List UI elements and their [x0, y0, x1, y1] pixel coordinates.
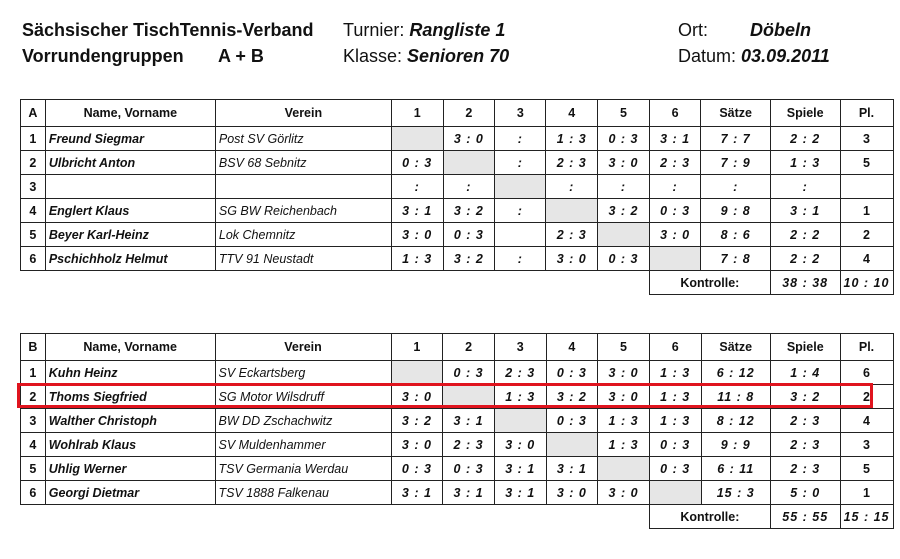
match-score: 2 : 3 [443, 433, 495, 457]
group-b-column-header: Spiele [770, 334, 840, 361]
placement: 2 [840, 223, 893, 247]
group-b-column-header: 4 [546, 334, 598, 361]
group-b-column-header: 6 [649, 334, 701, 361]
games-total: 1 : 4 [770, 361, 840, 385]
control-games: 15 : 15 [840, 505, 893, 529]
group-b-player-row [21, 361, 900, 385]
group-a-column-header: 1 [391, 100, 443, 127]
spacer [21, 505, 650, 529]
match-score: 3 : 2 [443, 199, 495, 223]
match-score [443, 151, 495, 175]
placement: 2 [840, 385, 893, 409]
player-number: 2 [21, 385, 46, 409]
games-total: 1 : 3 [770, 151, 840, 175]
match-score: 2 : 3 [546, 151, 598, 175]
player-name: Pschichholz Helmut [45, 247, 215, 271]
match-score: 1 : 3 [598, 433, 650, 457]
match-score: : [443, 175, 495, 199]
match-score: : [649, 175, 701, 199]
player-club: SG Motor Wilsdruff [215, 385, 391, 409]
player-name: Kuhn Heinz [45, 361, 215, 385]
match-score: 3 : 1 [443, 481, 495, 505]
match-score: : [495, 127, 546, 151]
match-score: 0 : 3 [649, 199, 701, 223]
group-b-column-header: Sätze [701, 334, 770, 361]
match-score: 1 : 3 [598, 409, 650, 433]
match-score: 3 : 2 [391, 409, 443, 433]
match-score: 3 : 1 [546, 457, 598, 481]
match-score: 0 : 3 [649, 433, 701, 457]
match-score: : [495, 151, 546, 175]
group-b-column-header: Name, Vorname [45, 334, 215, 361]
group-b-player-row [21, 385, 900, 409]
player-name: Englert Klaus [45, 199, 215, 223]
sets-total: 11 : 8 [701, 385, 770, 409]
match-score [443, 385, 495, 409]
games-total: 2 : 3 [770, 409, 840, 433]
group-a-player-row [21, 127, 900, 151]
games-total: 2 : 3 [770, 457, 840, 481]
match-score: 3 : 0 [391, 433, 443, 457]
date-line: Datum: 03.09.2011 [678, 46, 830, 66]
group-b-player-row [21, 457, 900, 481]
match-score: 2 : 3 [649, 151, 701, 175]
placement [840, 175, 893, 199]
match-score: 0 : 3 [598, 247, 650, 271]
match-score [495, 175, 546, 199]
sets-total: 15 : 3 [701, 481, 770, 505]
group-a-column-header: 4 [546, 100, 598, 127]
spacer [893, 505, 900, 529]
match-score [391, 127, 443, 151]
group-a-header-row [21, 100, 900, 127]
group-a-player-row [21, 199, 900, 223]
match-score: 0 : 3 [649, 457, 701, 481]
match-score: 0 : 3 [598, 127, 650, 151]
sets-total: 6 : 11 [701, 457, 770, 481]
sets-total: 7 : 8 [701, 247, 770, 271]
match-score: : [495, 247, 546, 271]
control-sets: 38 : 38 [770, 271, 840, 295]
match-score: 3 : 1 [443, 409, 495, 433]
match-score: 3 : 2 [443, 247, 495, 271]
match-score: 1 : 3 [649, 409, 701, 433]
group-b-player-row [21, 409, 900, 433]
player-club: SV Eckartsberg [215, 361, 391, 385]
player-number: 6 [21, 481, 46, 505]
group-b-column-header: Verein [215, 334, 391, 361]
placement: 5 [840, 457, 893, 481]
match-score: 3 : 1 [494, 481, 546, 505]
match-score: 3 : 1 [649, 127, 701, 151]
group-a-column-header: 5 [598, 100, 650, 127]
match-score [598, 457, 650, 481]
match-score: 3 : 1 [391, 199, 443, 223]
group-a-player-row [21, 151, 900, 175]
sets-total: 9 : 8 [701, 199, 770, 223]
games-total: 3 : 1 [770, 199, 840, 223]
match-score [546, 433, 598, 457]
match-score: 1 : 3 [649, 385, 701, 409]
match-score: : [495, 199, 546, 223]
player-club: SG BW Reichenbach [215, 199, 391, 223]
player-name: Beyer Karl-Heinz [45, 223, 215, 247]
player-name: Wohlrab Klaus [45, 433, 215, 457]
games-total: 2 : 2 [770, 247, 840, 271]
player-number: 1 [21, 127, 46, 151]
match-score: 3 : 0 [598, 385, 650, 409]
match-score: 0 : 3 [391, 151, 443, 175]
control-label: Kontrolle: [649, 271, 770, 295]
placement: 4 [840, 409, 893, 433]
group-b-player-row [21, 433, 900, 457]
group-a-table [20, 99, 900, 295]
player-name: Thoms Siegfried [45, 385, 215, 409]
group-a-column-header: 6 [649, 100, 701, 127]
org-title: Sächsischer TischTennis-Verband [22, 20, 314, 40]
player-number: 1 [21, 361, 46, 385]
match-score: 3 : 1 [391, 481, 443, 505]
spacer [21, 271, 650, 295]
control-games: 10 : 10 [840, 271, 893, 295]
sets-total: 8 : 12 [701, 409, 770, 433]
placement: 3 [840, 127, 893, 151]
player-club: Post SV Görlitz [215, 127, 391, 151]
player-name: Freund Siegmar [45, 127, 215, 151]
control-sets: 55 : 55 [770, 505, 840, 529]
control-label: Kontrolle: [649, 505, 770, 529]
group-a-column-header: Sätze [701, 100, 770, 127]
games-total: 2 : 3 [770, 433, 840, 457]
match-score: 1 : 3 [494, 385, 546, 409]
group-a-column-header: Verein [215, 100, 391, 127]
match-score: 3 : 2 [546, 385, 598, 409]
games-total: : [770, 175, 840, 199]
player-name: Georgi Dietmar [45, 481, 215, 505]
subtitle: Vorrundengruppen [22, 46, 184, 66]
games-total: 5 : 0 [770, 481, 840, 505]
match-score: 3 : 0 [598, 361, 650, 385]
sets-total: 9 : 9 [701, 433, 770, 457]
placement: 3 [840, 433, 893, 457]
place-label: Ort: [678, 20, 708, 40]
player-club: TTV 91 Neustadt [215, 247, 391, 271]
player-club: SV Muldenhammer [215, 433, 391, 457]
class-line: Klasse: Senioren 70 [343, 46, 510, 66]
groups-label: A + B [218, 46, 264, 66]
player-club: TSV 1888 Falkenau [215, 481, 391, 505]
match-score: 1 : 3 [391, 247, 443, 271]
match-score [649, 247, 701, 271]
group-b-column-header: Pl. [840, 334, 893, 361]
player-number: 5 [21, 457, 46, 481]
group-b-control-row [21, 505, 900, 529]
group-b-column-header: 1 [391, 334, 443, 361]
player-club [215, 175, 391, 199]
place-value: Döbeln [750, 20, 811, 40]
group-b-group-letter: B [21, 334, 46, 361]
player-club: BW DD Zschachwitz [215, 409, 391, 433]
match-score: 1 : 3 [649, 361, 701, 385]
player-name: Ulbricht Anton [45, 151, 215, 175]
match-score: 0 : 3 [391, 457, 443, 481]
sets-total: 7 : 7 [701, 127, 770, 151]
match-score: 3 : 0 [598, 481, 650, 505]
group-a-column-header: 2 [443, 100, 495, 127]
games-total: 2 : 2 [770, 127, 840, 151]
group-b-player-row [21, 481, 900, 505]
group-a-column-header: 3 [495, 100, 546, 127]
player-club: TSV Germania Werdau [215, 457, 391, 481]
match-score: 3 : 0 [649, 223, 701, 247]
player-name: Uhlig Werner [45, 457, 215, 481]
match-score: 3 : 0 [546, 247, 598, 271]
match-score: 0 : 3 [443, 457, 495, 481]
tournament-line: Turnier: Rangliste 1 [343, 20, 506, 40]
player-number: 5 [21, 223, 46, 247]
match-score: 3 : 0 [598, 151, 650, 175]
placement: 5 [840, 151, 893, 175]
placement: 4 [840, 247, 893, 271]
group-a-player-row [21, 247, 900, 271]
match-score: 2 : 3 [546, 223, 598, 247]
player-number: 6 [21, 247, 46, 271]
sets-total: 6 : 12 [701, 361, 770, 385]
match-score: 2 : 3 [494, 361, 546, 385]
group-a-player-row [21, 223, 900, 247]
placement: 1 [840, 199, 893, 223]
group-b-table [20, 333, 900, 529]
games-total: 2 : 2 [770, 223, 840, 247]
sets-total: 8 : 6 [701, 223, 770, 247]
spacer [893, 271, 900, 295]
player-number: 2 [21, 151, 46, 175]
match-score: : [391, 175, 443, 199]
sets-total: 7 : 9 [701, 151, 770, 175]
player-number: 3 [21, 409, 46, 433]
group-a-group-letter: A [21, 100, 46, 127]
group-a-column-header: Spiele [770, 100, 840, 127]
group-b-header-row [21, 334, 900, 361]
player-number: 3 [21, 175, 46, 199]
match-score: 1 : 3 [546, 127, 598, 151]
group-a-control-row [21, 271, 900, 295]
match-score: 3 : 0 [443, 127, 495, 151]
group-b-column-header: 2 [443, 334, 495, 361]
match-score: 0 : 3 [443, 361, 495, 385]
group-a-column-header: Name, Vorname [45, 100, 215, 127]
sets-total: : [701, 175, 770, 199]
match-score [649, 481, 701, 505]
group-b-column-header: 3 [494, 334, 546, 361]
placement: 6 [840, 361, 893, 385]
match-score: 0 : 3 [443, 223, 495, 247]
match-score: 3 : 0 [391, 223, 443, 247]
match-score: : [546, 175, 598, 199]
match-score [391, 361, 443, 385]
match-score [546, 199, 598, 223]
player-club: BSV 68 Sebnitz [215, 151, 391, 175]
player-name: Walther Christoph [45, 409, 215, 433]
player-number: 4 [21, 433, 46, 457]
match-score: 3 : 0 [391, 385, 443, 409]
match-score: 3 : 1 [494, 457, 546, 481]
match-score [598, 223, 650, 247]
match-score: 3 : 0 [494, 433, 546, 457]
group-a-column-header: Pl. [840, 100, 893, 127]
match-score: 0 : 3 [546, 361, 598, 385]
match-score: 0 : 3 [546, 409, 598, 433]
group-b-column-header: 5 [598, 334, 650, 361]
player-club: Lok Chemnitz [215, 223, 391, 247]
match-score [495, 223, 546, 247]
player-number: 4 [21, 199, 46, 223]
games-total: 3 : 2 [770, 385, 840, 409]
match-score: 3 : 0 [546, 481, 598, 505]
placement: 1 [840, 481, 893, 505]
group-a-player-row [21, 175, 900, 199]
match-score: 3 : 2 [598, 199, 650, 223]
match-score [494, 409, 546, 433]
match-score: : [598, 175, 650, 199]
player-name [45, 175, 215, 199]
